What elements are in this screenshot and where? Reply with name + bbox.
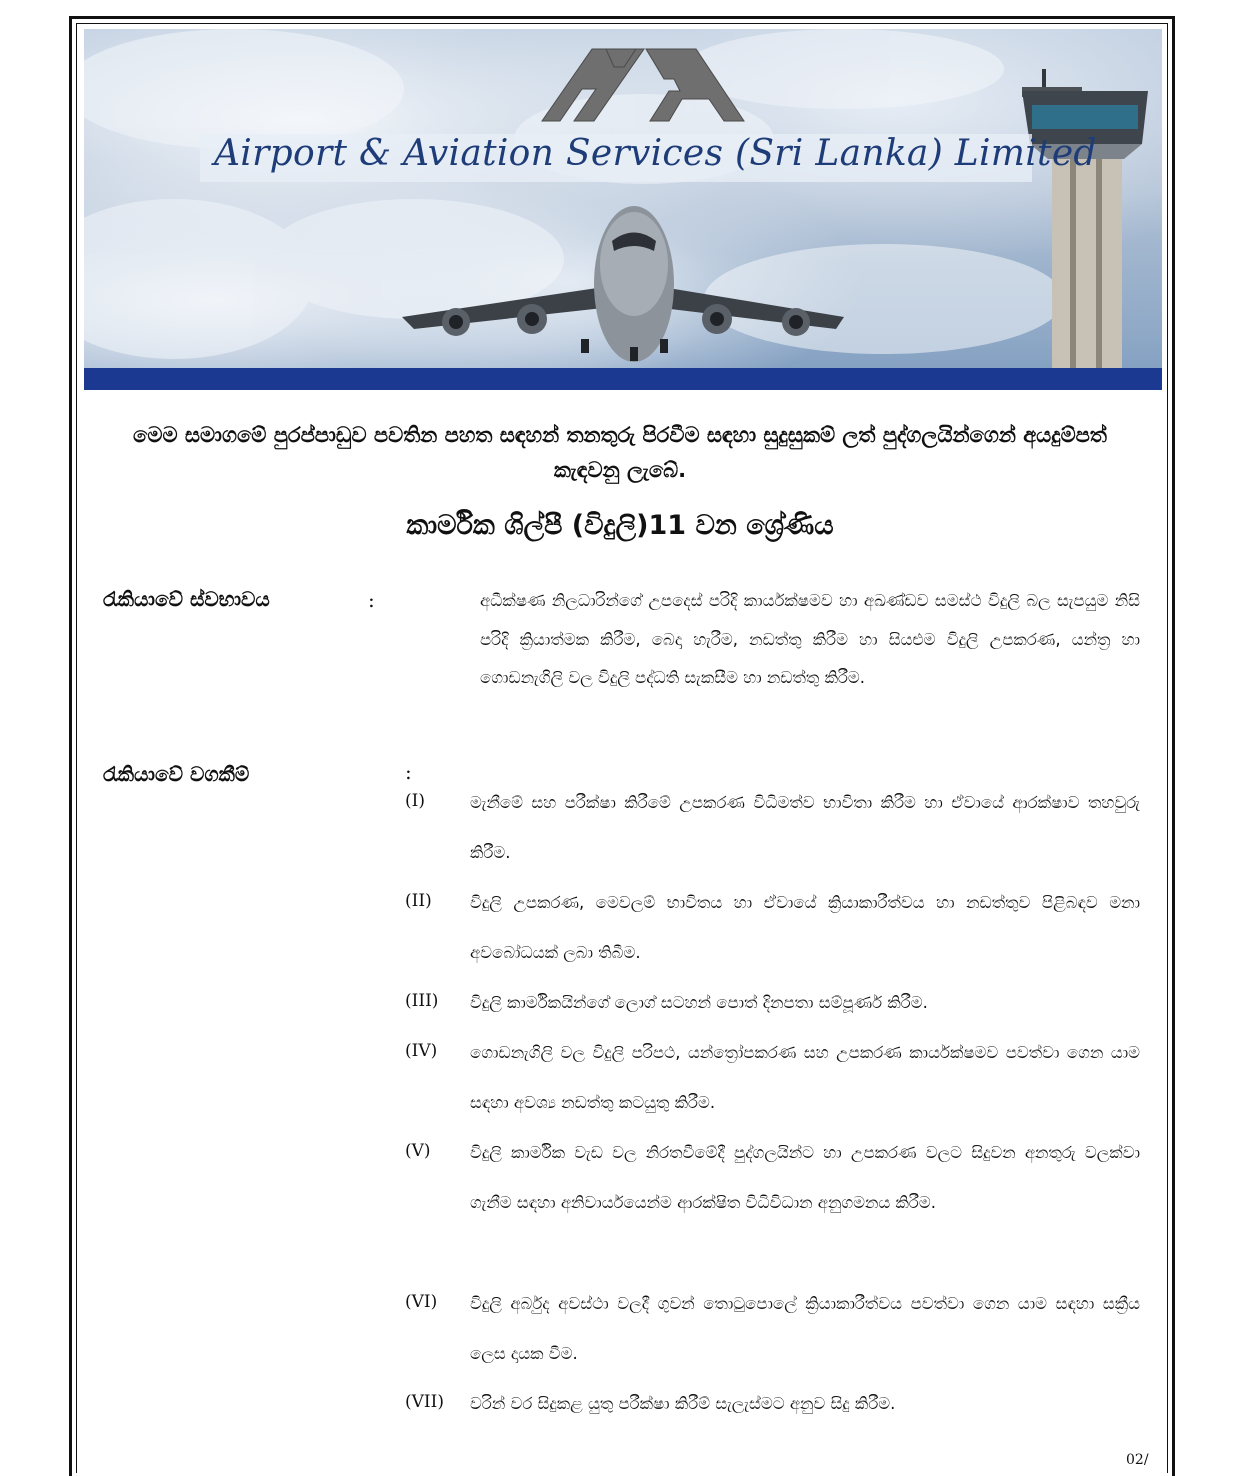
duty-number: (III): [405, 991, 439, 1011]
duty-number: (VII): [405, 1392, 444, 1412]
page-continuation-marker: 02/: [1126, 1452, 1149, 1468]
company-name: Airport & Aviation Services (Sri Lanka) Limited: [214, 133, 1097, 174]
banner-blue-bar: [84, 368, 1162, 390]
duty-text: ගොඩනැගිලි වල විදුලි පරිපථ, යන්ත්‍රෝපකරණ සහ උපකරණ කාර්යක්ෂමව පවත්වා ගෙන යාම සඳහා අවශ්‍ය නඩත්තු කටයුතු කිරීම.: [470, 1043, 1140, 1112]
duties-label: රැකියාවේ වගකීම්: [103, 762, 250, 786]
duty-number: (VI): [405, 1292, 438, 1312]
nature-label: රැකියාවේ ස්වභාවය: [103, 587, 270, 611]
header-banner: [84, 29, 1162, 390]
duty-number: (V): [405, 1141, 431, 1161]
duty-number: (II): [405, 891, 432, 911]
banner-artwork: [84, 29, 1162, 390]
duty-text: විදුලි උපකරණ, මෙවලම් භාවිතය හා ඒවායේ ක්‍රියාකාරීත්වය හා නඩත්තුව පිළිබඳව මනා අවබෝධයක් ලබා තිබීම.: [470, 893, 1140, 962]
position-title: කාර්මික ශිල්පී (විදුලි)11 වන ශ්‍රේණිය: [406, 510, 834, 541]
intro-statement: මෙම සමාගමේ පුරප්පාඩුව පවතින පහත සඳහන් තනතුරු පිරවීම සඳහා සුදුසුකම් ලත් පුද්ගලයින්ගෙන් අයදුම්පත් කැඳවනු ලැබේ.: [133, 423, 1107, 482]
duty-number: (IV): [405, 1041, 438, 1061]
duty-text: විදුලි අර්බුද අවස්ථා වලදී ගුවන් තොටුපොලේ ක්‍රියාකාරීත්වය පවත්වා ගෙන යාම සඳහා සක්‍රීය ලෙස දායක වීම.: [470, 1294, 1140, 1363]
duty-number: (I): [405, 791, 425, 811]
duties-colon: :: [405, 760, 412, 784]
duty-text: විදුලි කාර්මික වැඩ වල නිරතවීමේදී පුද්ගලයින්ට හා උපකරණ වලට සිදුවන අනතුරු වලක්වා ගැනීම සඳහා අනිවාර්යයෙන්ම ආරක්ෂිත විධිවිධාන අනුගමනය කිරීම.: [470, 1143, 1140, 1212]
duty-text: විදුලි කාර්මිකයින්ගේ ලොග් සටහන් පොත් දිනපතා සම්පූර්ණ කිරීම.: [470, 993, 928, 1012]
nature-text: අධීක්ෂණ නිලධාරින්ගේ උපදෙස් පරිදි කාර්යක්ෂමව හා අඛණ්ඩව සමස්ථ විදුලි බල සැපයුම නිසි පරිදි ක්‍රියාත්මක කිරීම, බෙදා හැරීම, නඩත්තු කිරීම හා සියළුම විදුලි උපකරණ, යන්ත්‍ර හා ගොඩනැගිලි වල විදුලි පද්ධති සැකසීම හා නඩත්තු කිරීම.: [480, 591, 1140, 687]
duty-text: මැනීමේ සහ පරීක්ෂා කිරීමේ උපකරණ විධිමත්ව භාවිතා කිරීම හා ඒවායේ ආරක්ෂාව තහවුරු කිරීම.: [470, 793, 1140, 862]
nature-colon: :: [368, 588, 375, 612]
duty-text: වරින් වර සිදුකළ යුතු පරීක්ෂා කිරීම් සැලැස්මට අනුව සිදු කිරීම.: [470, 1394, 896, 1413]
